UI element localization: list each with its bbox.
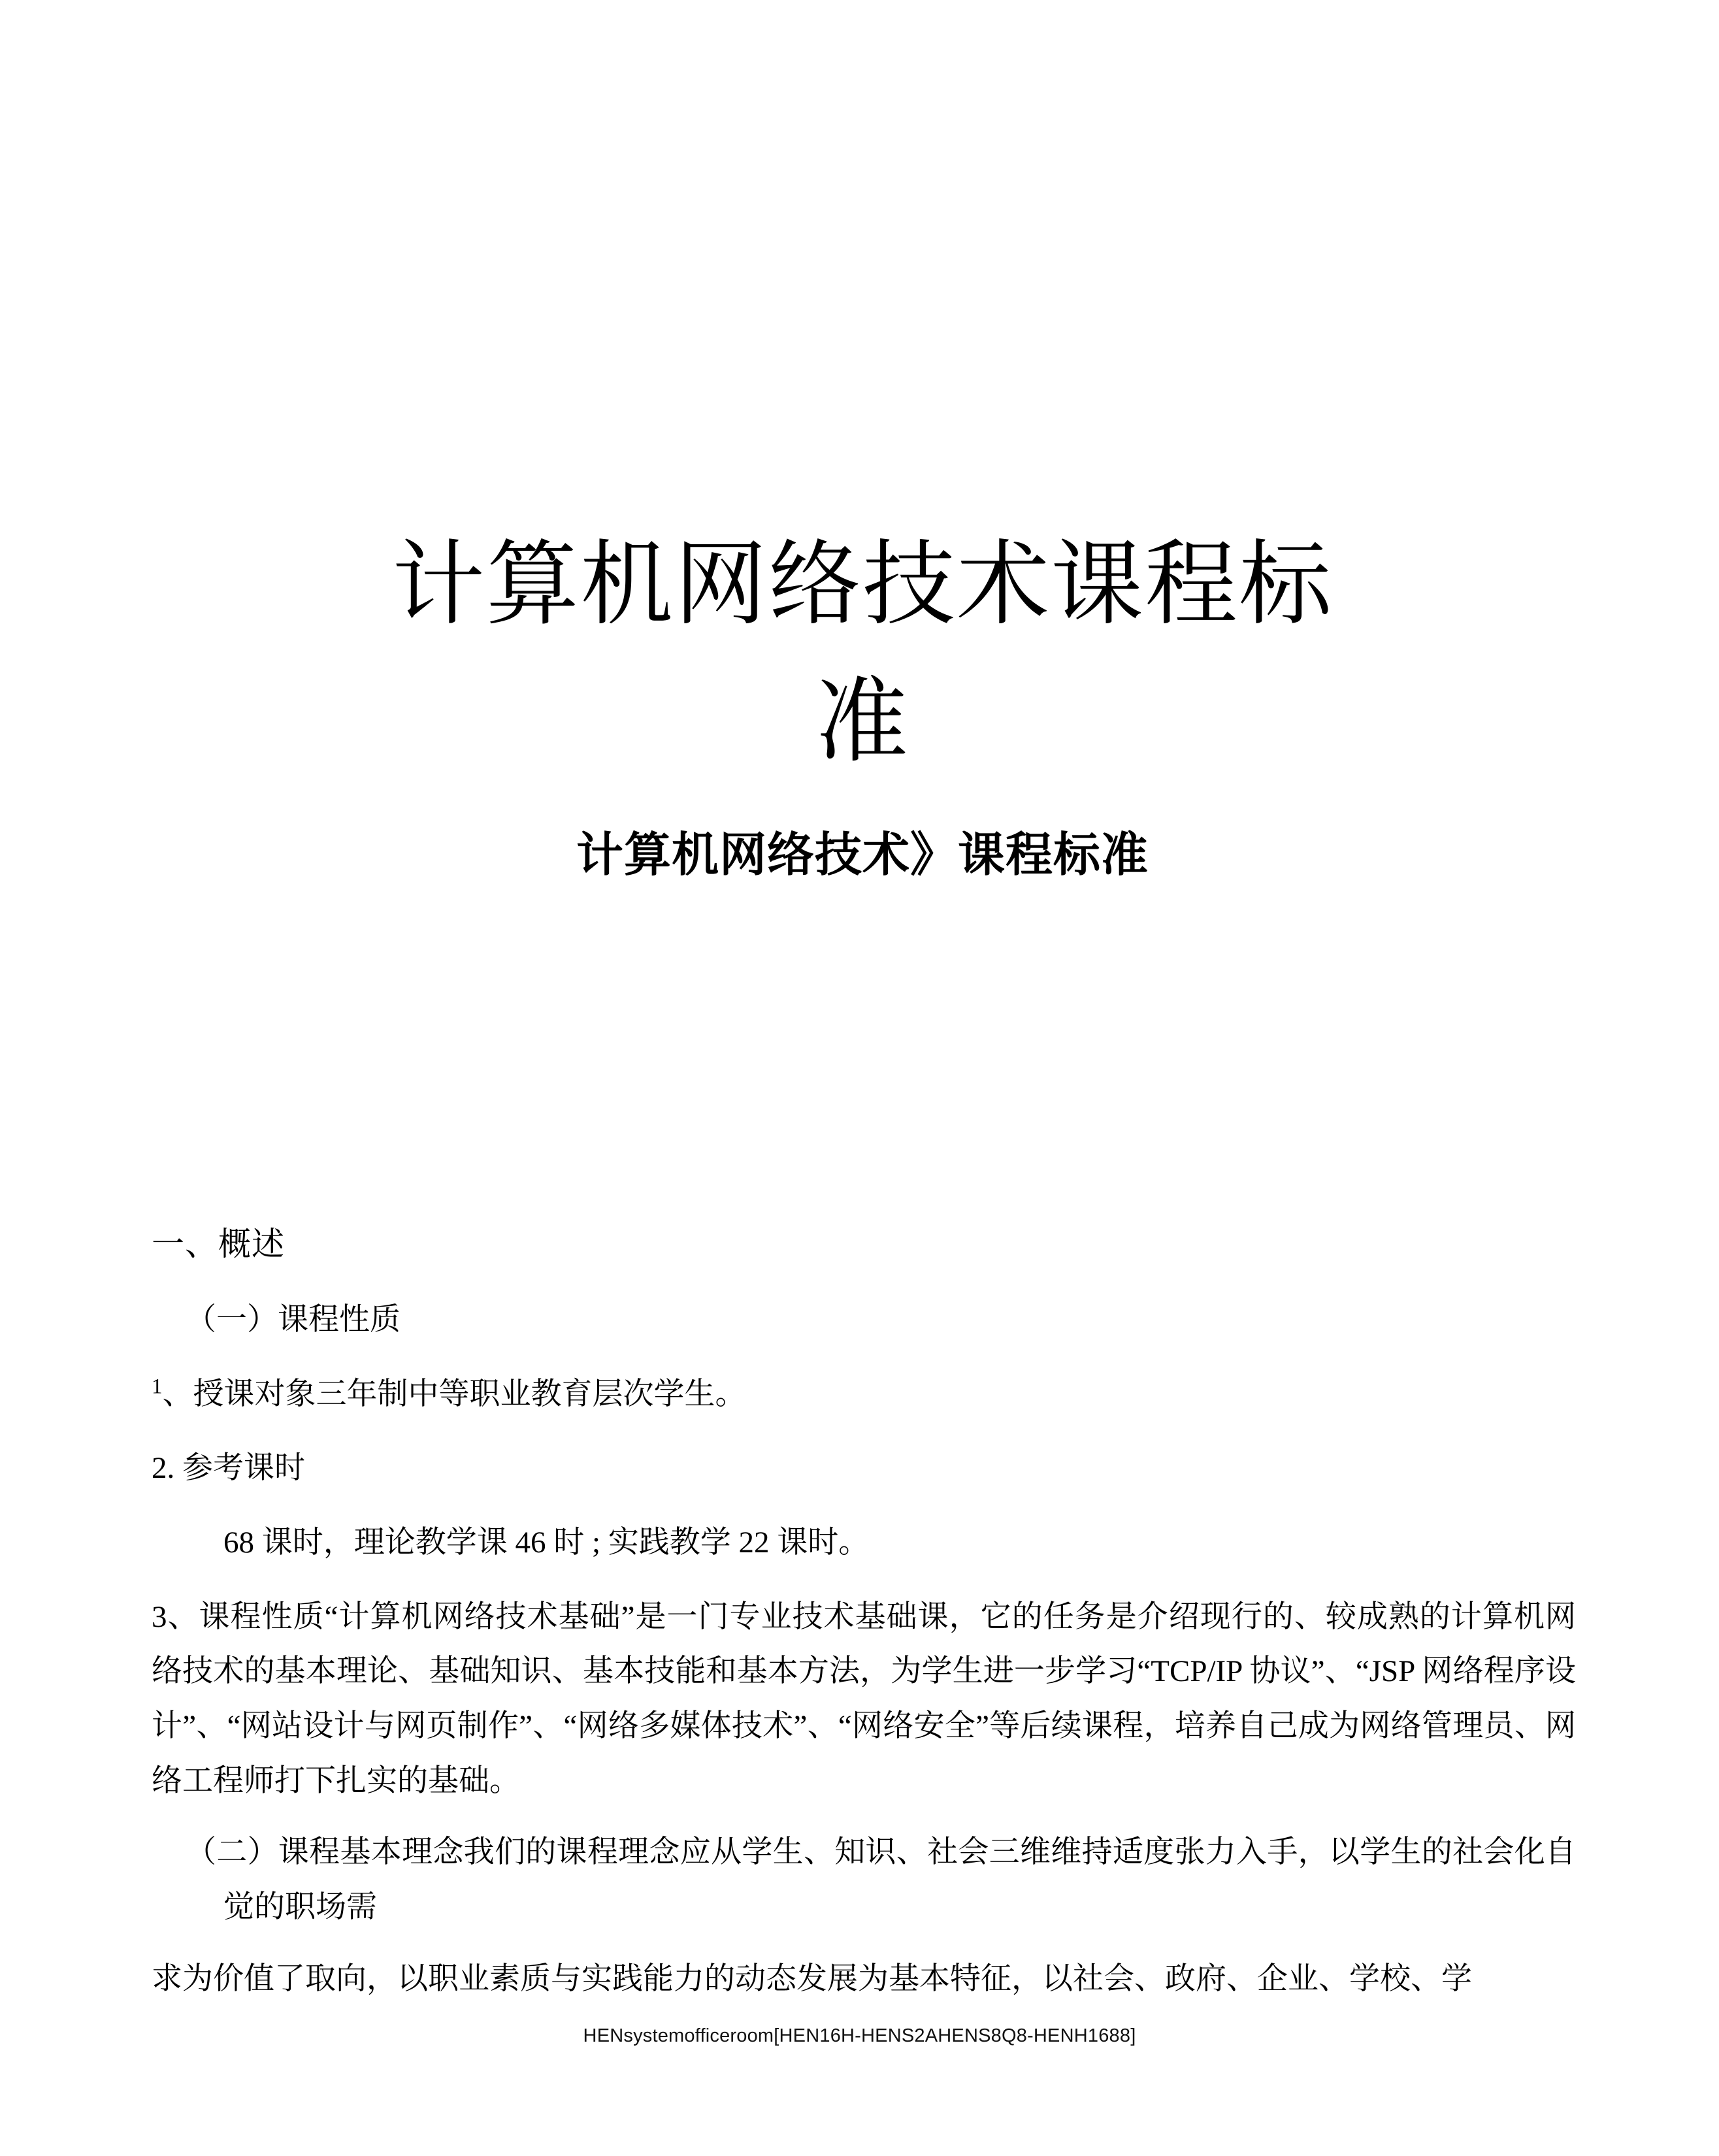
body-block <box>152 1215 1576 2023</box>
page-subtitle: 计算机网络技术》课程标准 <box>576 829 1149 882</box>
list-item-1 <box>152 1367 1576 1422</box>
list-item-1-marker: 1 <box>152 1375 163 1398</box>
list-item-2: 2. 参考课时 <box>152 1451 305 1486</box>
list-item-2-detail: 68 课时，理论教学课 46 时 ; 实践教学 22 课时。 <box>223 1525 870 1560</box>
list-item-1-text: 、授课对象三年制中等职业教育层次学生。 <box>162 1377 746 1411</box>
subsection-course-nature: （一）课程性质 <box>186 1303 401 1337</box>
page-title-line-2: 准 <box>815 670 909 774</box>
title-block <box>157 516 1568 885</box>
section-heading-overview: 一、概述 <box>152 1226 285 1262</box>
subsection-course-philosophy: （二）课程基本理念我们的课程理念应从学生、知识、社会三维维持适度张力入手，以学生的社会化自觉的职场需 <box>186 1835 1576 1924</box>
subsection-course-philosophy-cont: 求为价值了取向，以职业素质与实践能力的动态发展为基本特征，以社会、政府、企业、学校、学 <box>152 1961 1472 1996</box>
page-title-line-1: 计算机网络技术课程标 <box>392 533 1333 636</box>
list-item-3: 3、课程性质“计算机网络技术基础”是一门专业技术基础课，它的任务是介绍现行的、较成熟的计算机网络技术的基本理论、基础知识、基本技能和基本方法，为学生进一步学习“TCP/IP 协议”、“JSP 网络程序设计”、“网站设计与网页制作”、“网络多媒体技术”、“网络安全”等后续课程，培养自己成为网络管理员、网络工程师打下扎实的基础。 <box>152 1599 1576 1798</box>
page-footer: HENsystemofficeroom[HEN16H-HENS2AHENS8Q8-HENH1688] <box>583 2025 1136 2046</box>
